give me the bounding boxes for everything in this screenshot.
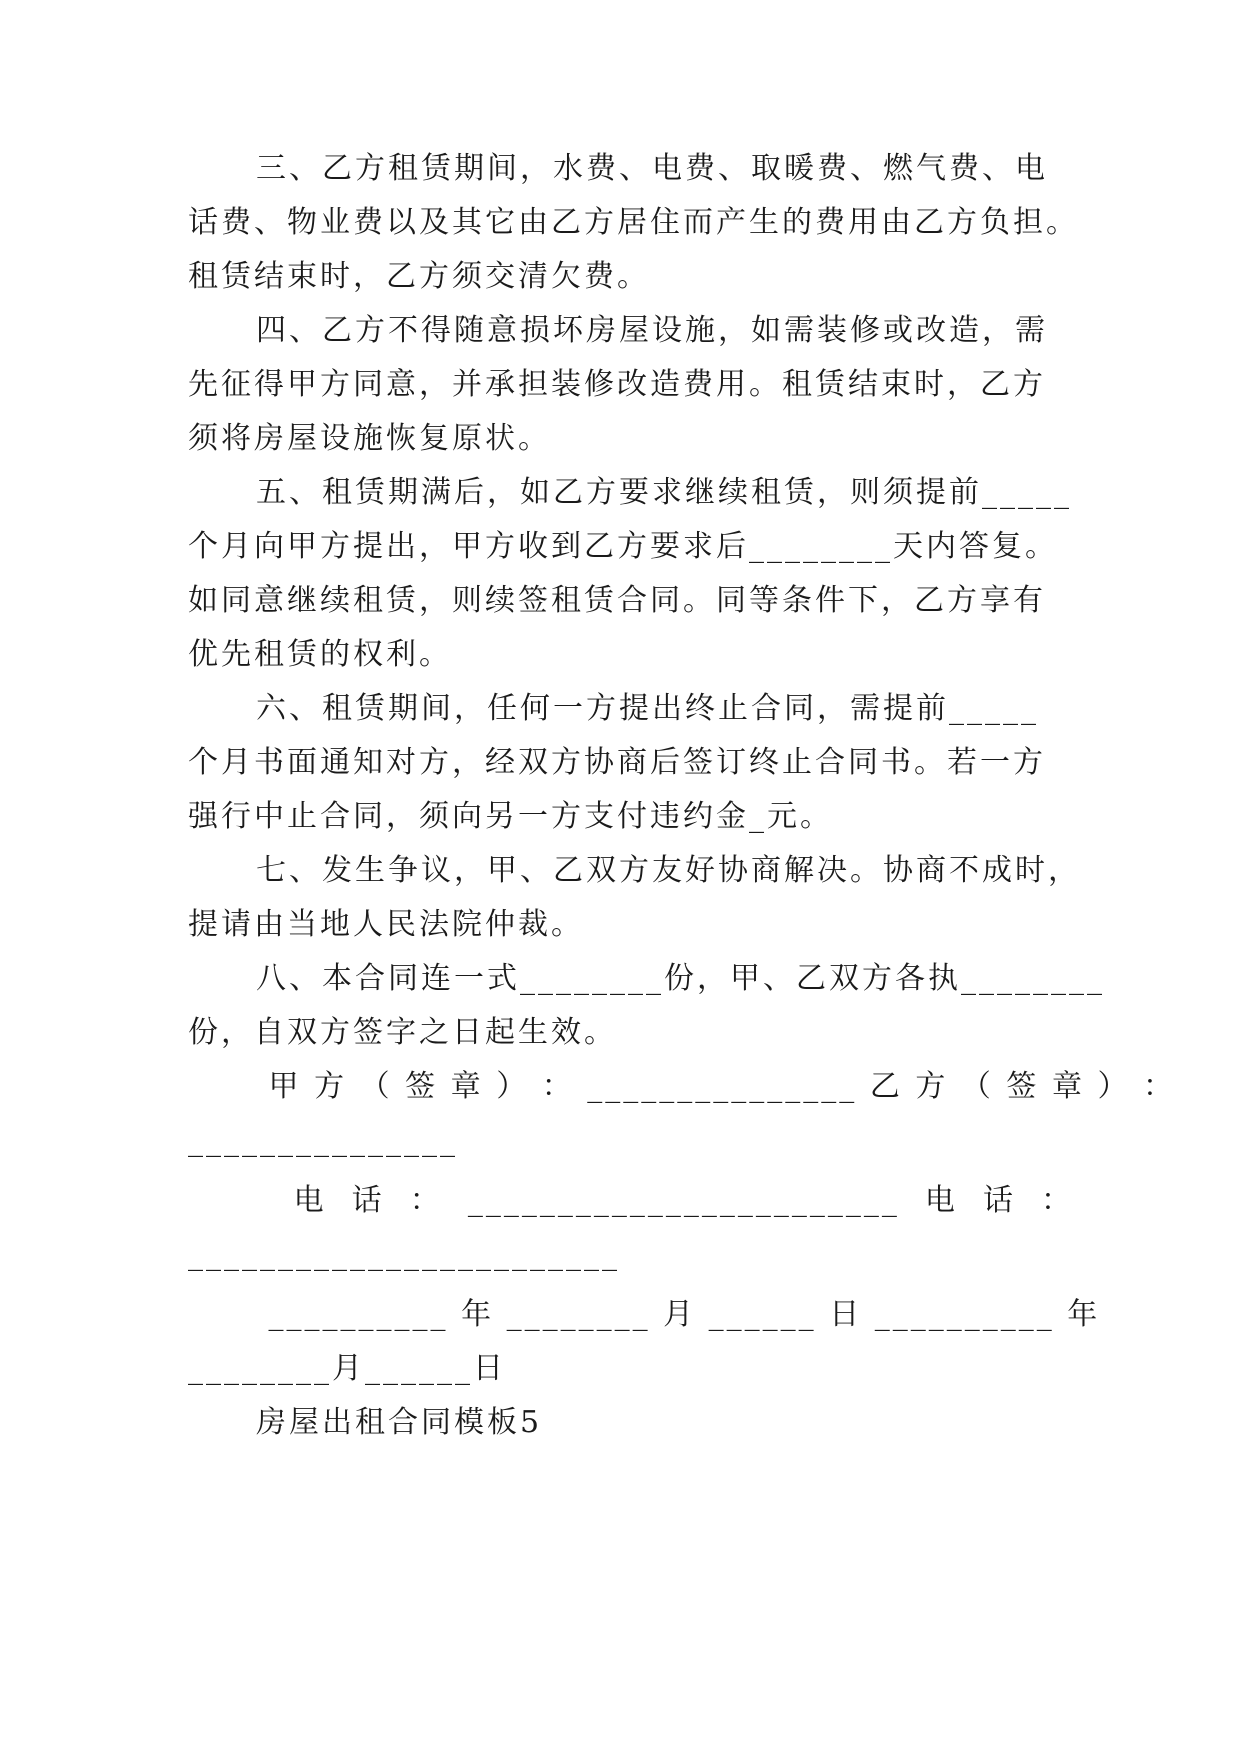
clause-6-line-1: 六、租赁期间，任何一方提出终止合同，需提前_____ (256, 691, 1039, 726)
clause-5-line-4: 优先租赁的权利。 (188, 637, 452, 672)
clause-3-line-1: 三、乙方租赁期间，水费、电费、取暖费、燃气费、电 (256, 151, 1048, 186)
clause-6-line-2: 个月书面通知对方，经双方协商后签订终止合同书。若一方 (188, 745, 1046, 780)
clause-4-line-2: 先征得甲方同意，并承担装修改造费用。租赁结束时，乙方 (188, 367, 1046, 402)
date-line: __________ 年 ________ 月 ______ 日 __________ 年 (256, 1297, 1101, 1332)
clause-3-line-3: 租赁结束时，乙方须交清欠费。 (188, 259, 650, 294)
next-template-title: 房屋出租合同模板5 (256, 1405, 543, 1440)
date-line-continuation: ________月______日 (188, 1351, 506, 1386)
signature-line-continuation: _______________ (188, 1123, 458, 1158)
clause-5-line-3: 如同意继续租赁，则续签租赁合同。同等条件下，乙方享有 (188, 583, 1046, 618)
clause-4-line-3: 须将房屋设施恢复原状。 (188, 421, 551, 456)
clause-8-line-1: 八、本合同连一式________份，甲、乙双方各执________ (256, 961, 1105, 996)
clause-6-line-3: 强行中止合同，须向另一方支付违约金_元。 (188, 799, 833, 834)
clause-5-line-2: 个月向甲方提出，甲方收到乙方要求后________天内答复。 (188, 529, 1058, 564)
clause-4-line-1: 四、乙方不得随意损坏房屋设施，如需装修或改造，需 (256, 313, 1048, 348)
clause-7-line-2: 提请由当地人民法院仲裁。 (188, 907, 584, 942)
clause-3-line-2: 话费、物业费以及其它由乙方居住而产生的费用由乙方负担。 (188, 205, 1079, 240)
signature-line-party-a-b: 甲 方 （ 签 章 ） ： _______________ 乙 方 （ 签 章 ） ： (256, 1069, 1177, 1104)
clause-7-line-1: 七、发生争议，甲、乙双方友好协商解决。协商不成时， (256, 853, 1081, 888)
phone-line-continuation: ________________________ (188, 1237, 620, 1272)
clause-8-line-2: 份，自双方签字之日起生效。 (188, 1015, 617, 1050)
clause-5-line-1: 五、租赁期满后，如乙方要求继续租赁，则须提前_____ (256, 475, 1072, 510)
phone-line: 电 话 ： ________________________ 电 话 ： (256, 1183, 1075, 1218)
